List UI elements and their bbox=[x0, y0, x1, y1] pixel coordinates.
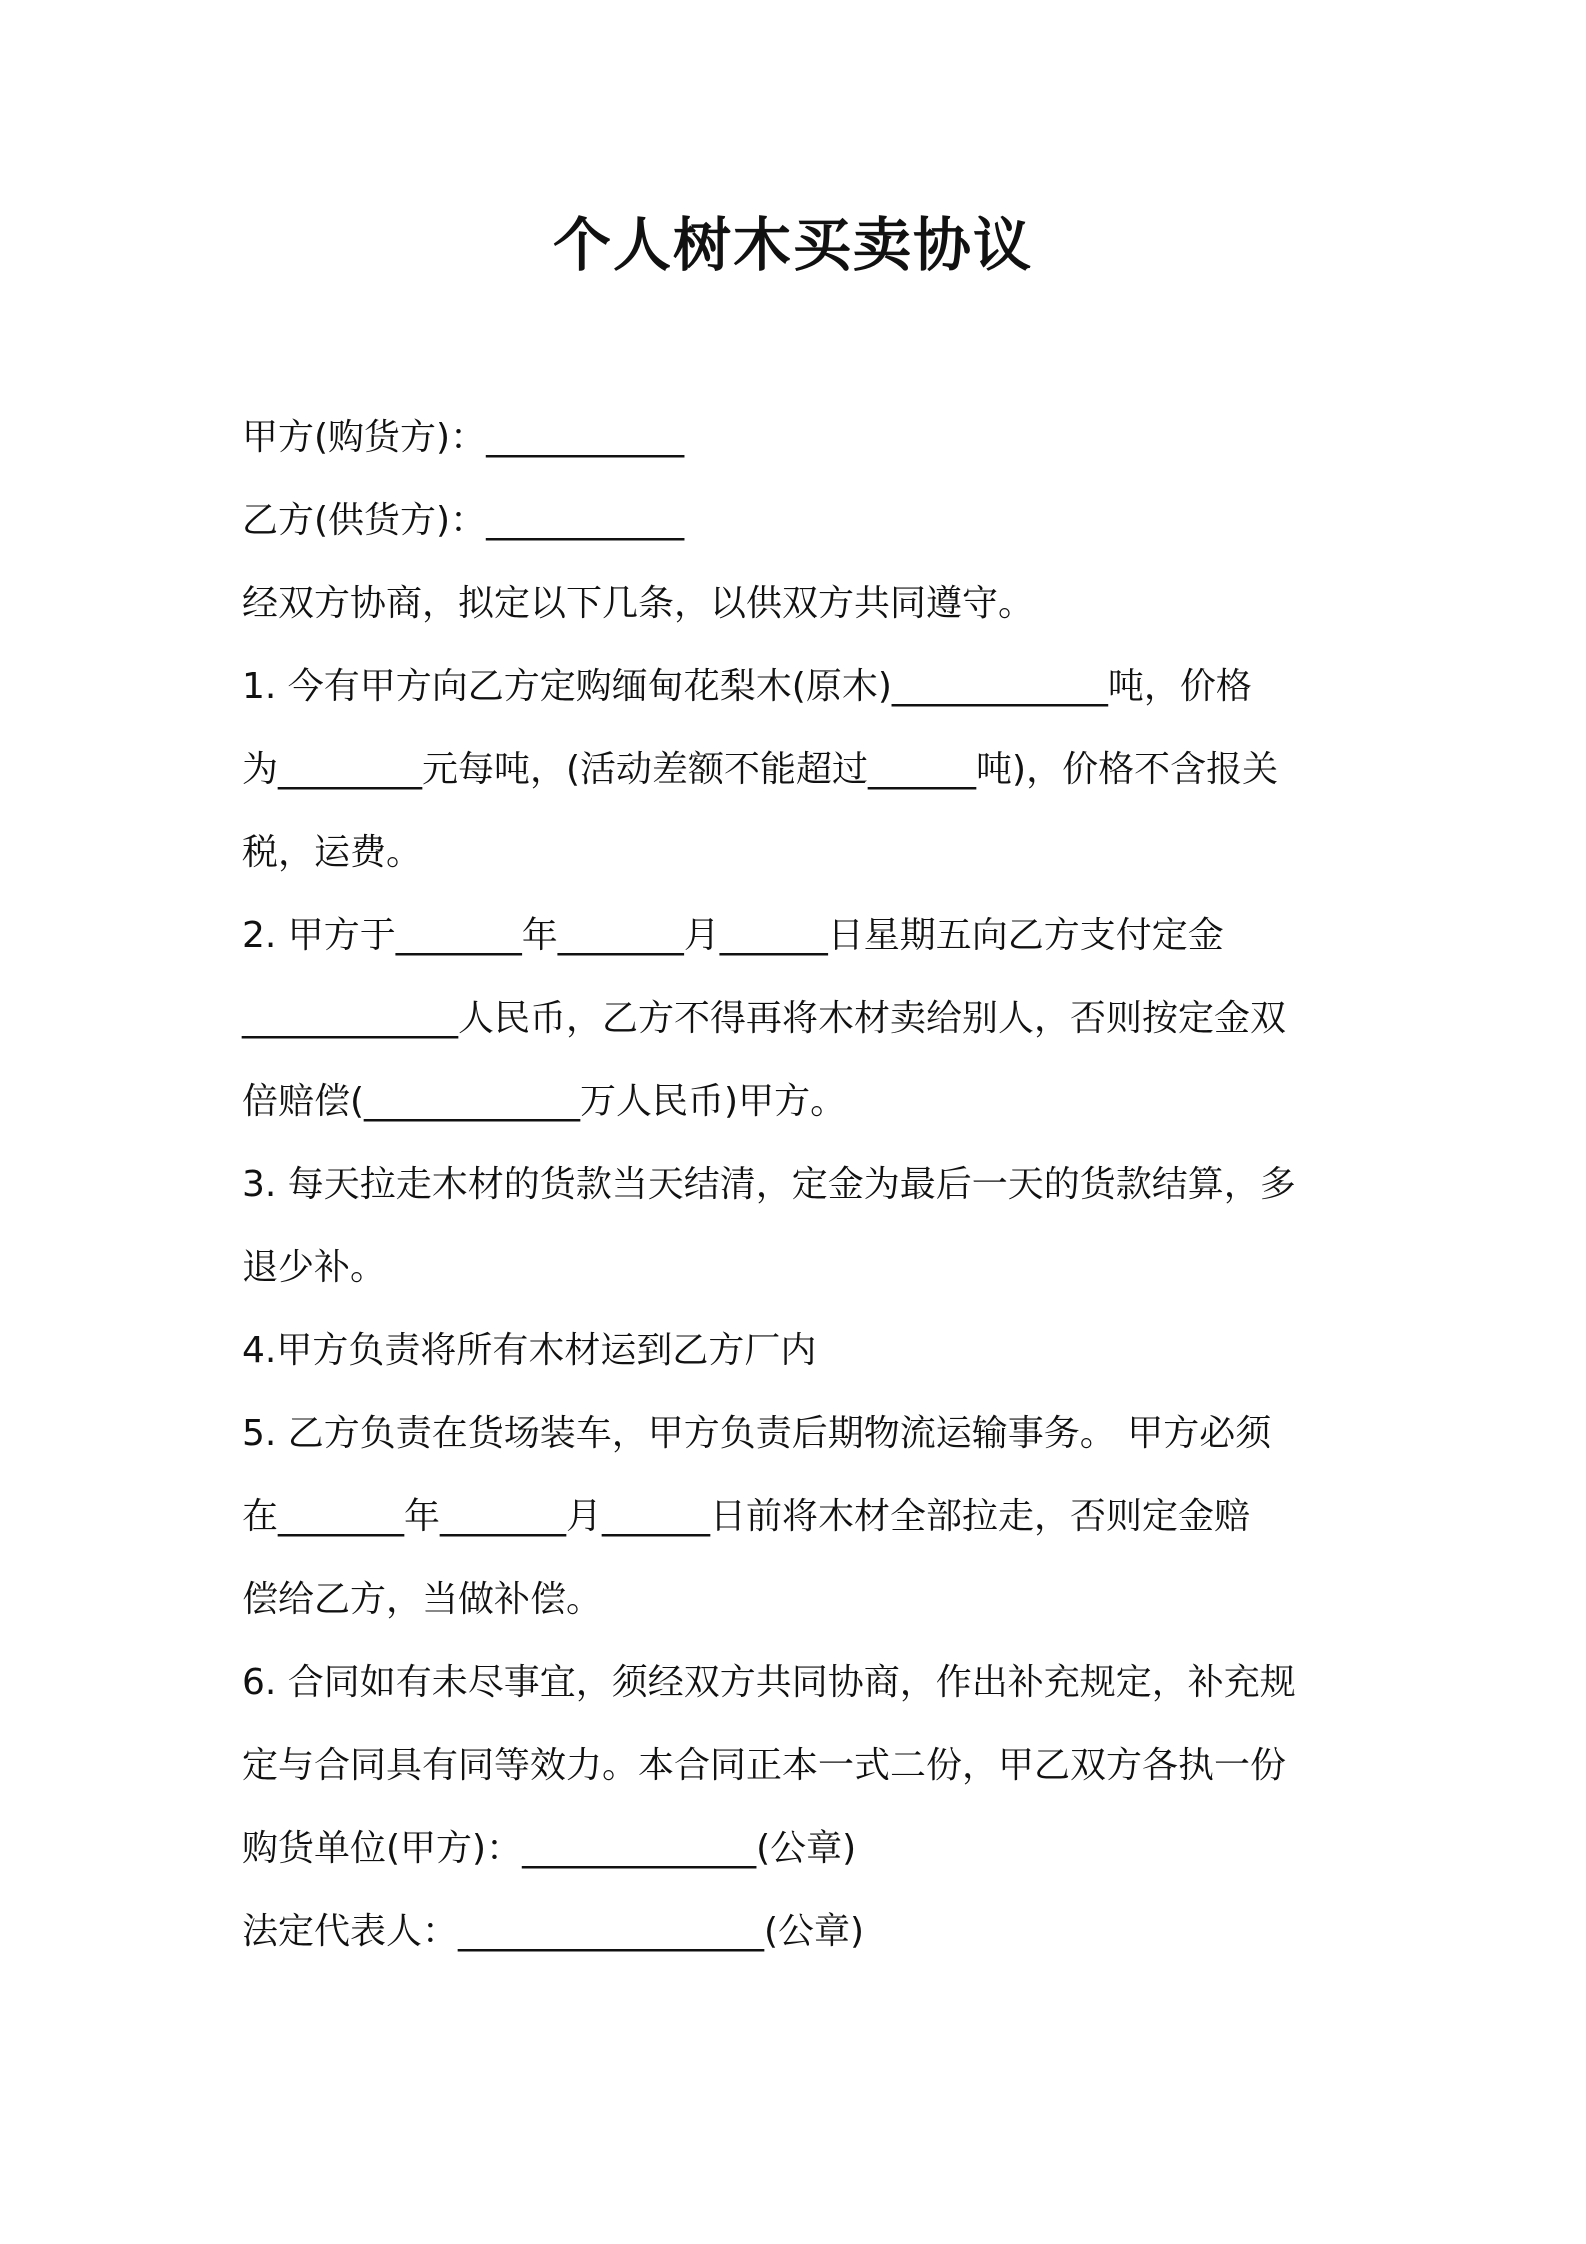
clause-1-line-3: 税，运费。 bbox=[242, 832, 423, 873]
document-title: 个人树木买卖协议 bbox=[552, 211, 1033, 279]
clause-3-line-1: 3. 每天拉走木材的货款当天结清，定金为最后一天的货款结算，多 bbox=[242, 1164, 1296, 1205]
clause-2-line-2: ____________人民币，乙方不得再将木材卖给别人，否则按定金双 bbox=[242, 998, 1287, 1039]
clause-1-line-1: 1. 今有甲方向乙方定购缅甸花梨木(原木)____________吨，价格 bbox=[242, 666, 1252, 707]
buyer-signature-line: 购货单位(甲方)：_____________(公章) bbox=[242, 1828, 857, 1869]
document-body bbox=[242, 396, 1362, 1973]
clause-5-line-3: 偿给乙方，当做补偿。 bbox=[242, 1579, 603, 1620]
clause-5-line-1: 5. 乙方负责在货场装车，甲方负责后期物流运输事务。 甲方必须 bbox=[242, 1413, 1272, 1454]
clause-2-line-3: 倍赔偿(____________万人民币)甲方。 bbox=[242, 1081, 847, 1122]
party-a-line: 甲方(购货方)：___________ bbox=[242, 417, 685, 458]
clause-4-line-1: 4.甲方负责将所有木材运到乙方厂内 bbox=[242, 1330, 817, 1371]
party-b-line: 乙方(供货方)：___________ bbox=[242, 500, 685, 541]
clause-3-line-2: 退少补。 bbox=[242, 1247, 387, 1288]
clause-6-line-2: 定与合同具有同等效力。本合同正本一式二份，甲乙双方各执一份 bbox=[242, 1745, 1287, 1786]
clause-5-line-2: 在_______年_______月______日前将木材全部拉走，否则定金赔 bbox=[242, 1496, 1251, 1537]
legal-representative-line: 法定代表人：_________________(公章) bbox=[242, 1911, 865, 1952]
clause-6-line-1: 6. 合同如有未尽事宜，须经双方共同协商，作出补充规定，补充规 bbox=[242, 1662, 1296, 1703]
clause-2-line-1: 2. 甲方于_______年_______月______日星期五向乙方支付定金 bbox=[242, 915, 1224, 956]
clause-1-line-2: 为________元每吨，(活动差额不能超过______吨)，价格不含报关 bbox=[242, 749, 1279, 790]
intro-line: 经双方协商，拟定以下几条，以供双方共同遵守。 bbox=[242, 583, 1035, 624]
